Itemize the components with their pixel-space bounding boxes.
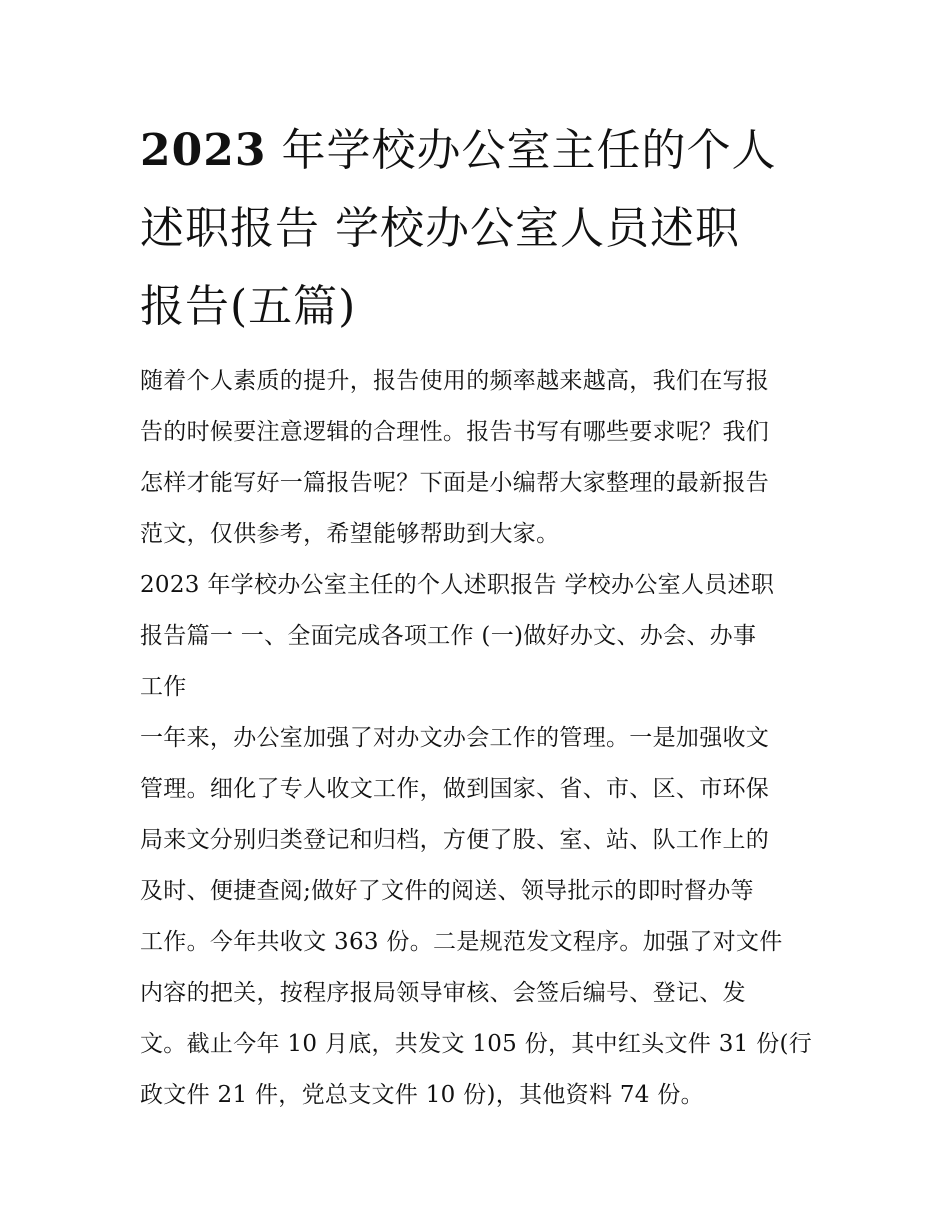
title-text: 报告(五篇) — [140, 281, 357, 332]
text-line: 政文件 21 件，党总支文件 10 份)，其他资料 74 份。 — [140, 1082, 704, 1108]
title-line — [140, 268, 820, 346]
title-year: 2023 — [140, 125, 267, 176]
title-line — [140, 112, 820, 190]
document-body — [140, 356, 820, 1121]
text-line: 随着个人素质的提升，报告使用的频率越来越高，我们在写报 — [140, 368, 770, 394]
text-line: 工作。今年共收文 363 份。二是规范发文程序。加强了对文件 — [140, 929, 783, 955]
text-line: 一年来，办公室加强了对办文办会工作的管理。一是加强收文 — [140, 725, 770, 751]
document-title — [140, 112, 820, 346]
body-paragraph — [140, 713, 820, 1121]
section-heading-paragraph — [140, 560, 820, 713]
text-line: 2023 年学校办公室主任的个人述职报告 学校办公室人员述职 — [140, 572, 775, 598]
text-line: 文。截止今年 10 月底，共发文 105 份，其中红头文件 31 份(行 — [140, 1031, 813, 1057]
text-line: 管理。细化了专人收文工作，做到国家、省、市、区、市环保 — [140, 776, 770, 802]
title-text: 年学校办公室主任的个人 — [266, 125, 777, 176]
title-line — [140, 190, 820, 268]
text-line: 内容的把关，按程序报局领导审核、会签后编号、登记、发 — [140, 980, 746, 1006]
text-line: 报告篇一 一、全面完成各项工作 (一)做好办文、办会、办事 — [140, 623, 757, 649]
text-line: 及时、便捷查阅;做好了文件的阅送、领导批示的即时督办等 — [140, 878, 754, 904]
text-line: 告的时候要注意逻辑的合理性。报告书写有哪些要求呢？我们 — [140, 419, 770, 445]
intro-paragraph — [140, 356, 820, 560]
text-line: 局来文分别归类登记和归档，方便了股、室、站、队工作上的 — [140, 827, 770, 853]
text-line: 范文，仅供参考，希望能够帮助到大家。 — [140, 521, 560, 547]
text-line: 怎样才能写好一篇报告呢？下面是小编帮大家整理的最新报告 — [140, 470, 770, 496]
text-line: 工作 — [140, 674, 187, 700]
document-page — [140, 112, 820, 1121]
title-text: 述职报告 学校办公室人员述职 — [140, 203, 740, 254]
